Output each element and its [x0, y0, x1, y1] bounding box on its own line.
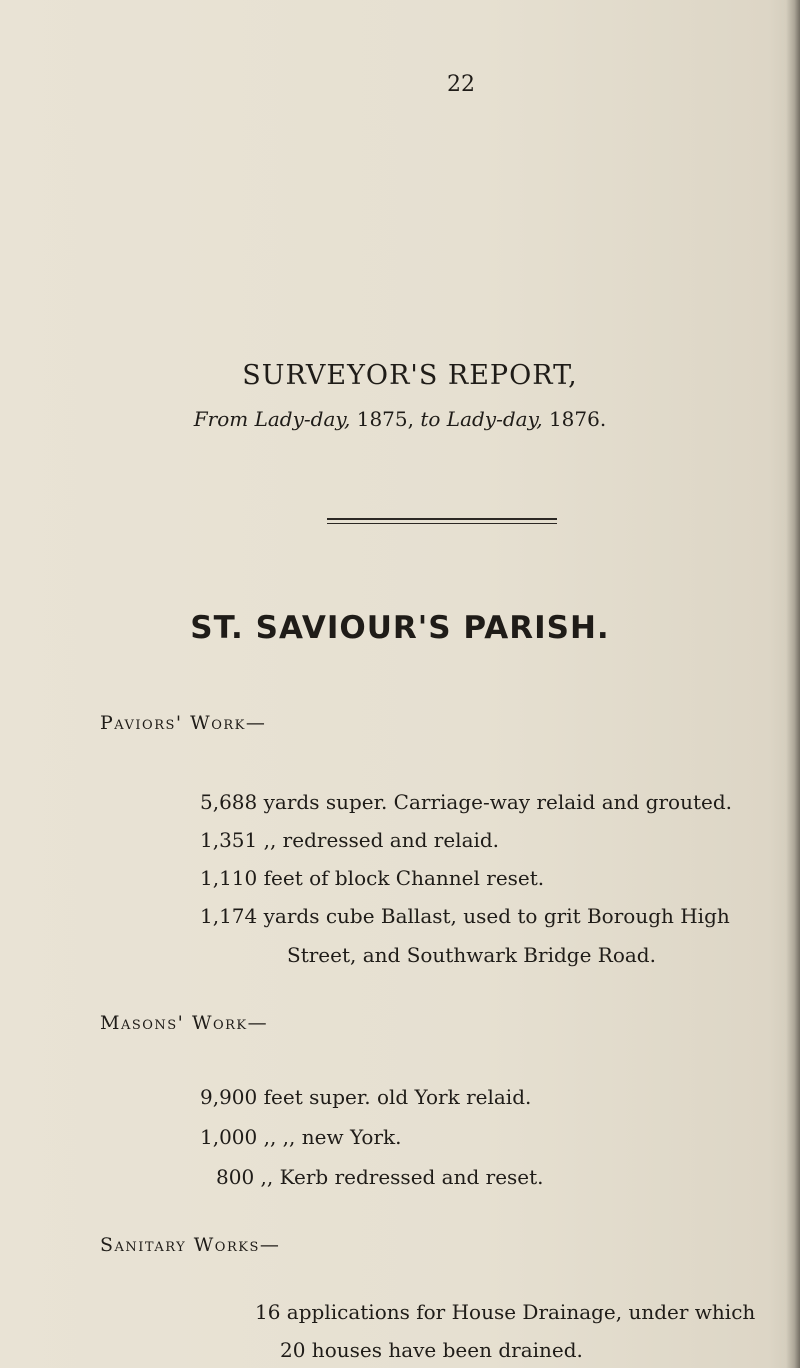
paviors-line-1: 5,688 yards super. Carriage-way relaid and grouted.: [200, 790, 733, 814]
period-to-year: 1876.: [548, 407, 607, 431]
paviors-line-2: 1,351 ,, redressed and relaid.: [200, 828, 500, 852]
masons-line-1: 9,900 feet super. old York relaid.: [200, 1085, 532, 1109]
parish-heading: ST. SAVIOUR'S PARISH.: [190, 610, 610, 646]
period-from-year: 1875,: [356, 407, 414, 431]
section-heading-sanitary: Sanitary Works—: [100, 1234, 281, 1256]
divider-rule: [327, 518, 557, 520]
divider-rule-thin: [327, 523, 557, 524]
period-from-label: From Lady-day,: [193, 407, 351, 431]
page-edge-shadow: [786, 0, 800, 1368]
masons-line-3: 800 ,, Kerb redressed and reset.: [216, 1165, 544, 1189]
section-heading-paviors: Paviors' Work—: [100, 712, 267, 734]
sanitary-line-1: 16 applications for House Drainage, under which: [255, 1300, 756, 1324]
period-to-label: to Lady-day,: [420, 407, 543, 431]
report-period: [0, 407, 800, 431]
section-heading-masons: Masons' Work—: [100, 1012, 269, 1034]
paviors-line-4: 1,174 yards cube Ballast, used to grit Borough High: [200, 904, 730, 928]
paviors-line-5: Street, and Southwark Bridge Road.: [287, 943, 656, 967]
page-number: 22: [447, 72, 475, 97]
masons-line-2: 1,000 ,, ,, new York.: [200, 1125, 402, 1149]
sanitary-line-2: 20 houses have been drained.: [280, 1338, 583, 1362]
paviors-line-3: 1,110 feet of block Channel reset.: [200, 866, 545, 890]
report-title: SURVEYOR'S REPORT,: [242, 360, 578, 391]
